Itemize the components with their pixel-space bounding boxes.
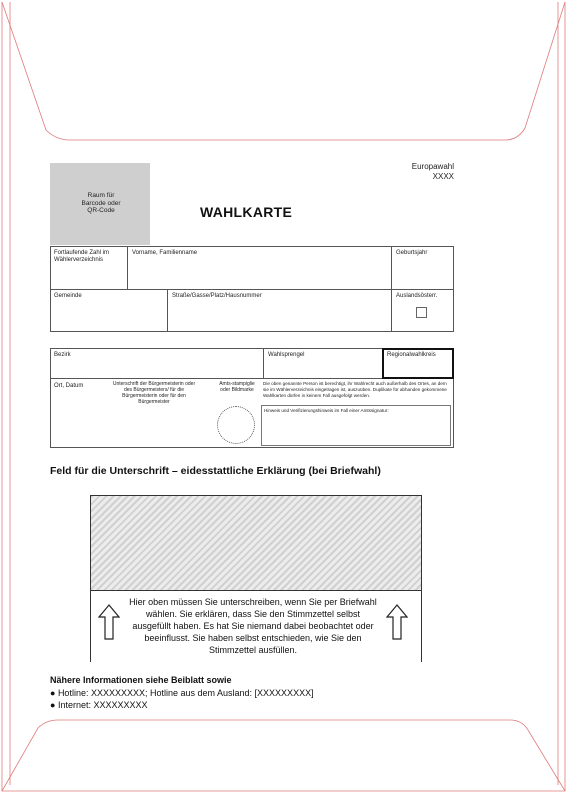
election-year: XXXX <box>432 172 454 181</box>
page-title: WAHLKARTE <box>200 204 293 220</box>
precinct-label: Wahlsprengel <box>268 352 305 358</box>
arrow-up-right-icon <box>386 604 408 640</box>
serial-number-label: Fortlaufende Zahl im Wählerverzeichnis <box>54 250 110 263</box>
arrow-up-left-icon <box>98 604 120 640</box>
name-label: Vorname, Familienname <box>132 250 198 256</box>
regional-label: Regionalwahlkreis <box>387 352 436 358</box>
hotline-item: ● Hotline: XXXXXXXXX; Hotline aus dem Ausland: [XXXXXXXXX] <box>50 688 314 698</box>
election-name: Europawahl <box>411 162 454 171</box>
internet-text: Internet: XXXXXXXXX <box>57 700 148 710</box>
stamp-label: Amts-stampiglie oder Bildmarke <box>219 381 255 393</box>
street-label: Straße/Gasse/Platz/Hausnummer <box>172 293 262 299</box>
abroad-checkbox[interactable] <box>416 307 427 318</box>
signature-heading: Feld für die Unterschrift – eidesstattliche Erklärung (bei Briefwahl) <box>50 465 381 477</box>
municipality-label: Gemeinde <box>54 293 82 299</box>
birth-year-label: Geburtsjahr <box>396 250 428 256</box>
place-date-label: Ort, Datum <box>54 383 84 389</box>
info-heading: Nähere Informationen siehe Beiblatt sowie <box>50 675 232 685</box>
stamp-circle <box>217 406 255 444</box>
signature-instructions: Hier oben müssen Sie unterschreiben, wenn Sie per Briefwahl wählen. Sie erklären, dass Sie den Stimmzettel selbst ausgefüllt haben. Es hat Sie niemand dabei beobachtet oder beeinflusst. Sie haben selbst entschieden, wie Sie den Stimmzettel ausfüllen. <box>129 597 377 655</box>
district-label: Bezirk <box>54 352 71 358</box>
mayor-signature-label: Unterschrift der Bürgermeisterin oder des Bürgermeisters/ für die Bürgermeisterin oder für den Bürgermeister <box>112 381 196 405</box>
abroad-label: Auslandsösterr. <box>396 293 438 299</box>
internet-item: ● Internet: XXXXXXXXX <box>50 700 148 710</box>
barcode-space-label: Raum für Barcode oder QR-Code <box>81 192 121 214</box>
verification-label: Hinweis und Verifizierungshinweis im Fall einer Amtssignatur: <box>264 408 389 413</box>
entitled-text: Die oben genannte Person ist berechtigt, ihr Wahlrecht auch außerhalb des Ortes, an dem sie im Wählerverzeichnis eingetragen ist, auszuüben. Duplikate für abhanden gekommene Wahlkarten dürfen in keinem Fall ausgefolgt werden. <box>263 381 447 398</box>
hotline-text: Hotline: XXXXXXXXX; Hotline aus dem Ausland: [XXXXXXXXX] <box>57 688 314 698</box>
